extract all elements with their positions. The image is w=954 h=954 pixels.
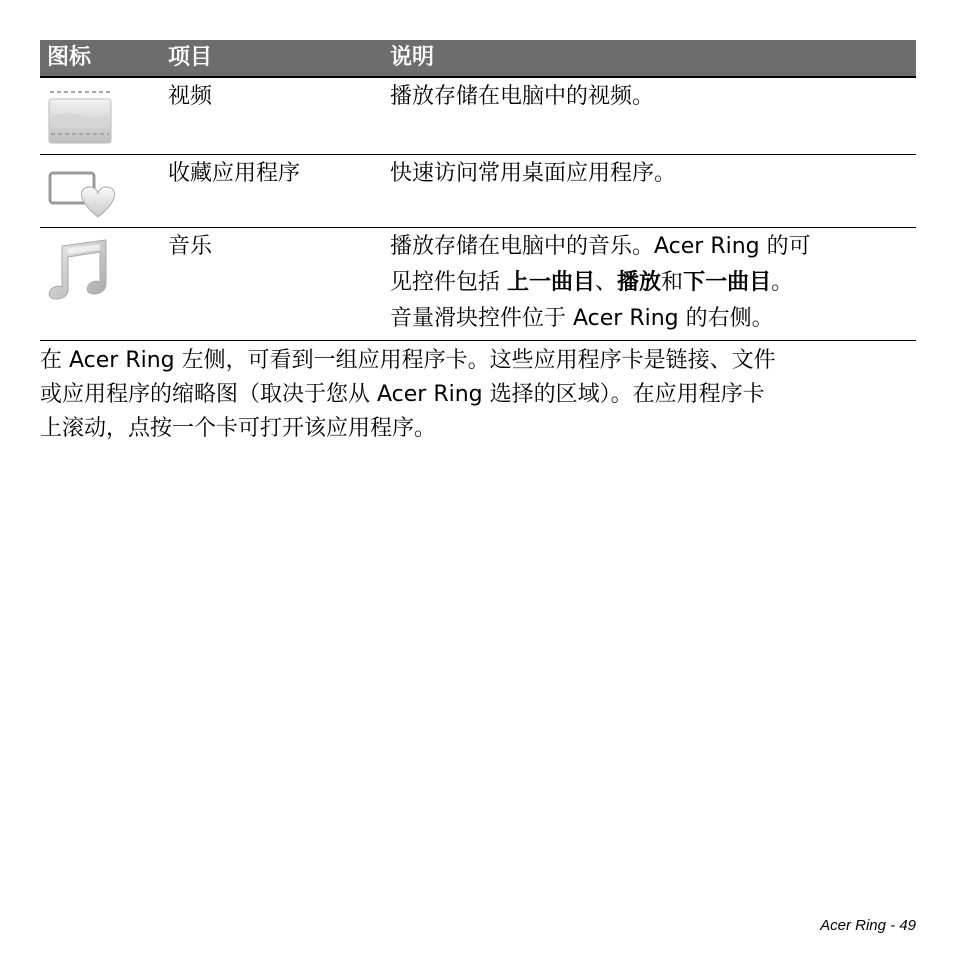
header-desc: 说明: [390, 45, 435, 70]
header-icon: 图标: [47, 45, 92, 70]
desc-line: 音量滑块控件位于 Acer Ring 的右侧。: [390, 306, 774, 331]
item-label: 收藏应用程序: [168, 161, 301, 186]
table-row: [40, 155, 916, 228]
item-label: 视频: [168, 84, 213, 109]
page-footer: Acer Ring - 49: [820, 917, 916, 934]
item-desc: 播放存储在电脑中的视频。: [390, 84, 655, 109]
table-header: [40, 40, 916, 78]
desc-line: 播放存储在电脑中的音乐。Acer Ring 的可: [390, 234, 811, 259]
next-track-term: 下一曲目: [683, 270, 772, 295]
paragraph-line: 或应用程序的缩略图（取决于您从 Acer Ring 选择的区域）。在应用程序卡: [40, 382, 765, 407]
paragraph-line: 在 Acer Ring 左侧，可看到一组应用程序卡。这些应用程序卡是链接、文件: [40, 348, 776, 373]
item-label: 音乐: [168, 234, 213, 259]
header-item: 项目: [168, 45, 213, 70]
body-paragraph: [40, 344, 920, 446]
controls-table: [40, 40, 916, 341]
desc-text: 见控件包括: [390, 270, 507, 295]
music-note-icon: [48, 238, 112, 306]
desc-text: 、: [595, 270, 618, 295]
item-desc: 快速访问常用桌面应用程序。: [390, 161, 677, 186]
prev-track-term: 上一曲目: [507, 270, 596, 295]
desc-text: 。: [771, 270, 794, 295]
desc-text: 和: [661, 270, 684, 295]
item-desc: [390, 229, 916, 337]
table-row: [40, 78, 916, 155]
film-strip-icon: [48, 88, 112, 152]
favorite-apps-icon: [48, 169, 118, 225]
table-row: [40, 228, 916, 341]
paragraph-line: 上滚动，点按一个卡可打开该应用程序。: [40, 416, 437, 441]
desc-line: [390, 265, 916, 301]
play-term: 播放: [617, 270, 662, 295]
